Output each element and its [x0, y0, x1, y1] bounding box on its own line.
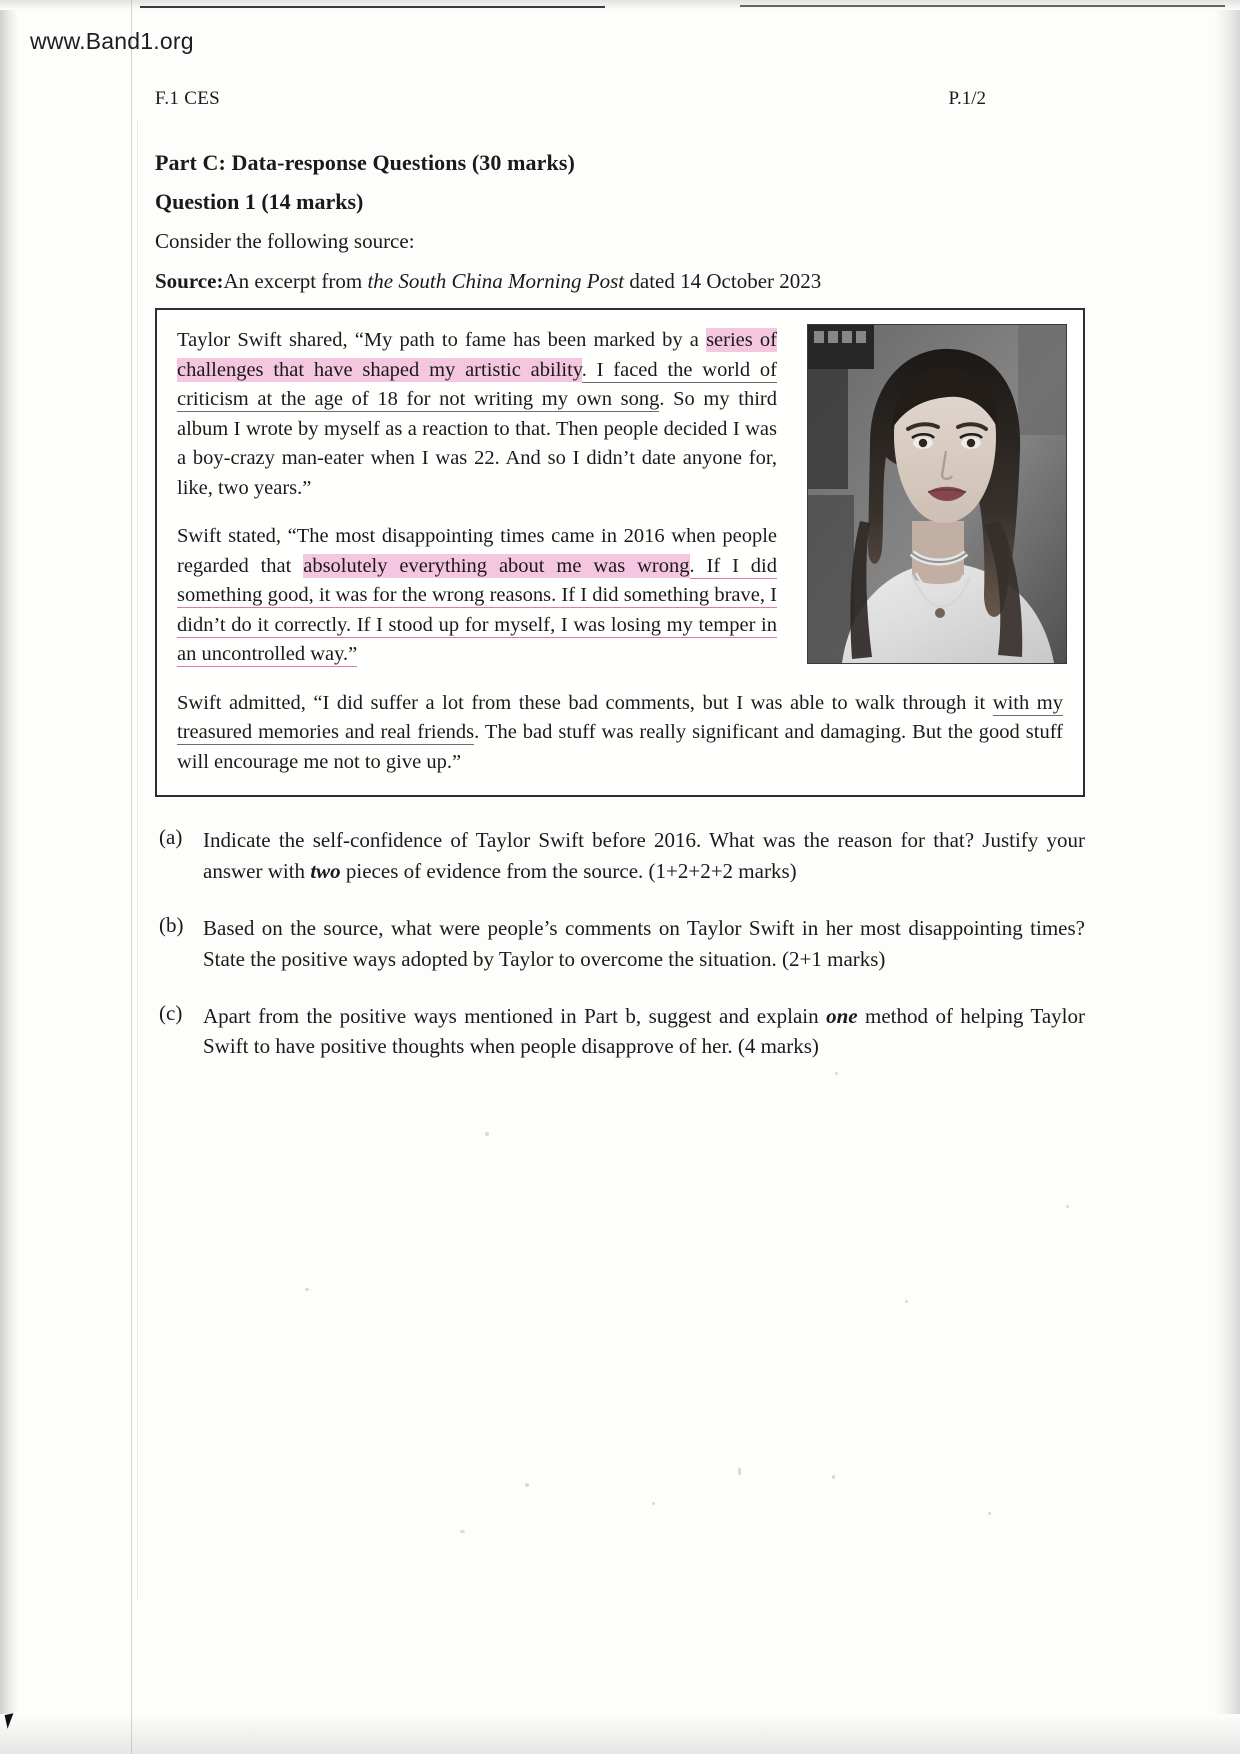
site-watermark: www.Band1.org — [30, 28, 194, 54]
header-page-number: P.1/2 — [948, 88, 986, 109]
question-list — [155, 825, 1085, 1062]
scan-artifact-line-left — [140, 6, 605, 8]
source-intro-b: dated 14 October 2023 — [624, 269, 822, 293]
scan-edge-left — [0, 0, 18, 1754]
question-item-a — [155, 825, 1085, 886]
p1-segment-3: . So my third album I wrote by myself as a reaction to that. Then people decided I was a boy-crazy man-eater when I was 22. And so I didn’t date anyone for, like, two years.” — [177, 388, 777, 499]
page-crease-secondary — [137, 120, 138, 1600]
scan-speck — [905, 1300, 908, 1303]
scan-speck — [988, 1512, 991, 1515]
source-publication: the South China Morning Post — [367, 269, 625, 293]
question-label-c: (c) — [159, 1000, 183, 1025]
question-a-part1: Indicate the self-confidence of Taylor Swift before 2016. What was the reason for that? Justify your answer with — [203, 828, 1085, 883]
source-paragraph-1 — [177, 326, 777, 503]
question-b-part1: Based on the source, what were people’s comments on Taylor Swift in her most disappointing times? State the positive ways adopted by Taylor to overcome the situation. (2+1 marks) — [203, 916, 1085, 971]
p2-segment-1: Swift stated, “The most disappointing times came in 2016 when people regarded that — [177, 525, 777, 577]
question-c-part1: Apart from the positive ways mentioned in Part b, suggest and explain — [203, 1003, 827, 1028]
source-paragraph-2 — [177, 522, 777, 670]
scan-speck — [832, 1475, 835, 1479]
question-c-emphasis: one — [826, 1003, 858, 1028]
p3-segment-1: Swift admitted, “I did suffer a lot from these bad comments, but I was able to walk through it — [177, 691, 993, 714]
question-label-b: (b) — [159, 913, 184, 938]
scan-speck — [460, 1530, 465, 1533]
question-a-emphasis: two — [310, 858, 341, 883]
p1-highlight-1: series of challenges that have shaped my artistic ability — [177, 329, 777, 381]
p2-highlight-1: absolutely everything about me was wrong — [303, 554, 690, 577]
question-title: Question 1 (14 marks) — [155, 189, 364, 214]
source-attribution — [155, 269, 1085, 294]
instruction-consider: Consider the following source: — [155, 229, 415, 253]
question-c-part2: method of helping Taylor Swift to have positive thoughts when people disapprove of her. (4 marks) — [203, 1003, 1085, 1059]
question-text-c — [203, 1001, 1085, 1062]
scan-speck — [652, 1502, 655, 1505]
p3-segment-2: . The bad stuff was really significant and damaging. But the good stuff will encourage me not to give up.” — [177, 721, 1063, 773]
scan-edge-right — [1214, 0, 1240, 1754]
question-label-a: (a) — [159, 825, 183, 850]
scan-edge-bottom — [0, 1714, 1240, 1754]
header-course-code: F.1 CES — [155, 88, 220, 109]
question-item-c — [155, 1001, 1085, 1062]
question-item-b — [155, 913, 1085, 974]
scan-speck — [1066, 1205, 1069, 1208]
scan-speck — [738, 1468, 741, 1475]
scan-artifact-line-right — [740, 5, 1225, 7]
scan-speck — [485, 1132, 489, 1136]
source-intro-a: An excerpt from — [223, 269, 368, 293]
portrait-graphic — [808, 325, 1066, 663]
question-a-part2: pieces of evidence from the source. (1+2+2+2 marks) — [340, 858, 797, 883]
question-text-a — [203, 825, 1085, 886]
p1-segment-1: Taylor Swift shared, “My path to fame has been marked by a — [177, 329, 707, 351]
scan-speck — [835, 1072, 838, 1075]
p3-highlight-1: with my treasured memories and real friends — [177, 691, 1063, 744]
question-text-b — [203, 913, 1085, 974]
source-label: Source: — [155, 269, 224, 293]
document-body — [155, 150, 1085, 1089]
source-excerpt-box — [155, 308, 1085, 797]
scan-speck — [525, 1483, 529, 1487]
page-crease — [131, 0, 132, 1754]
p2-segment-2: . If I did something good, it was for the wrong reasons. If I did something brave, I didn’t do it correctly. If I stood up for myself, I was losing my temper in an uncontrolled way.” — [177, 554, 777, 666]
part-title: Part C: Data-response Questions (30 marks) — [155, 150, 575, 175]
scan-speck — [305, 1288, 309, 1291]
source-paragraph-3 — [177, 689, 1063, 778]
taylor-swift-portrait-image — [807, 324, 1067, 664]
p1-segment-2: . I faced the world of criticism at the age of 18 for not writing my own song — [177, 358, 777, 411]
